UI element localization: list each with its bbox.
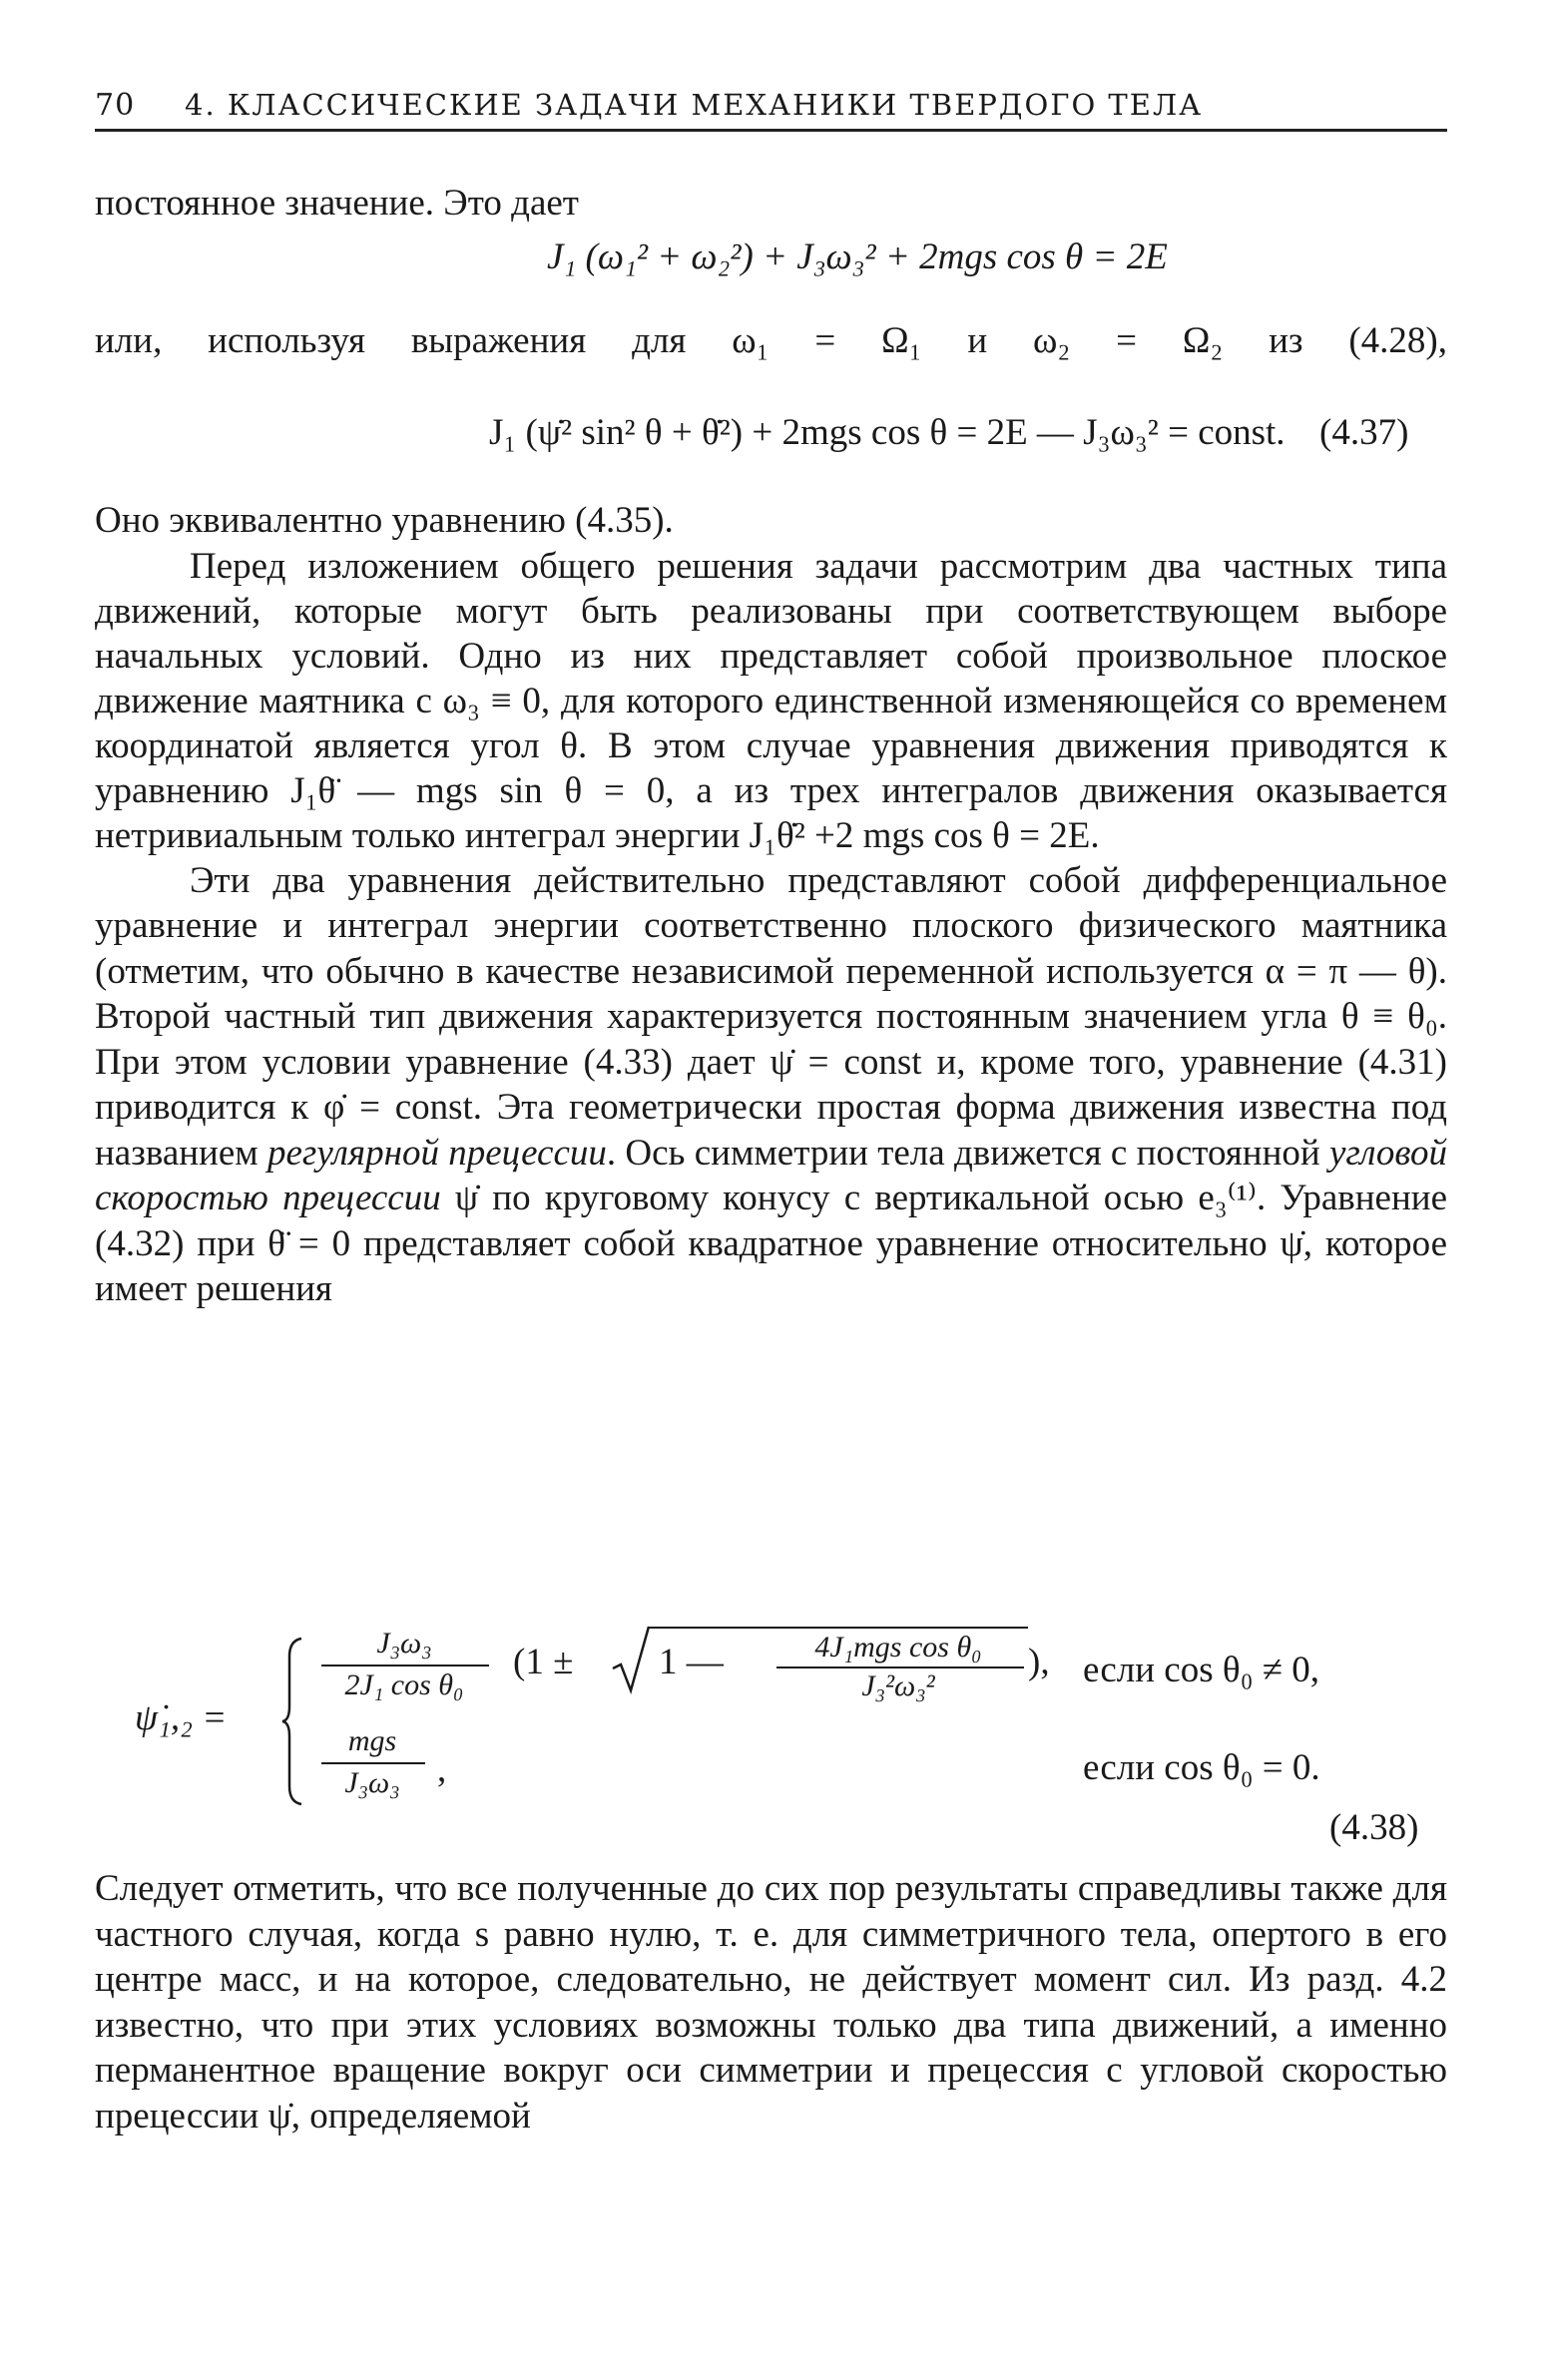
body-text-1 xyxy=(95,499,1447,1312)
term-regular-precession: регулярной прецессии xyxy=(266,1132,607,1174)
case1-close-paren: ), xyxy=(1028,1642,1050,1682)
case1-sqrt-denominator: J₃²ω₃² xyxy=(861,1669,935,1702)
body-text-2 xyxy=(95,1866,1447,2139)
case2-denominator: J₃ω₃ xyxy=(344,1766,400,1799)
case1-open-paren: (1 ± xyxy=(513,1642,574,1682)
sqrt-overline xyxy=(649,1627,1028,1629)
paragraph-special-motions: Перед изложением общего решения задачи рассмотрим два частных типа движений, которые могут быть реализованы при соответствующем выборе начальных условий. Одно из них представляет собой произвольное плоское движение маятника с ω₃ ≡ 0, для которого единственной изменяющейся со временем координатой является угол θ. В этом случае уравнения движения приводятся к уравнению J₁θ̈ — mgs sin θ = 0, а из трех интегралов движения оказывается нетривиальным только интеграл энергии J₁θ̇² +2 mgs cos θ = 2E. xyxy=(95,545,1447,856)
case2-condition: если cos θ₀ = 0. xyxy=(1083,1747,1320,1788)
case1-numerator: J₃ω₃ xyxy=(376,1627,432,1660)
paragraph-torque-free: Следует отметить, что все полученные до сих пор результаты справедливы также для частного случая, когда s равно нулю, т. е. для симметричного тела, опертого в его центре масс, и на которое, следовательно, не действует момент сил. Из разд. 4.2 известно, что при этих условиях возможны только два типа движений, а именно перманентное вращение вокруг оси симметрии и прецессия с угловой скоростью прецессии ψ̇, определяемой xyxy=(95,1868,1447,2137)
case2-fraction-bar xyxy=(321,1762,425,1764)
eq3-lhs: ψ̇₁,₂ = xyxy=(135,1697,228,1738)
case1-sqrt-fraction-bar xyxy=(776,1666,1024,1668)
case1-condition: если cos θ₀ ≠ 0, xyxy=(1083,1650,1320,1690)
case1-denominator: 2J₁ cos θ₀ xyxy=(344,1668,464,1701)
equation-number-4-38: (4.38) xyxy=(1329,1807,1419,1848)
case2-comma: , xyxy=(437,1749,447,1790)
term-precession-rate: угловой скоростью прецессии xyxy=(95,1132,1447,1218)
case2-numerator: mgs xyxy=(347,1724,397,1757)
intro-line: постоянное значение. Это дает xyxy=(95,183,579,224)
equation-energy: J₁ (ω₁² + ω₂²) + J₃ω₃² + 2mgs cos θ = 2E xyxy=(547,237,1168,277)
paragraph-equivalence: Оно эквивалентно уравнению (4.35). xyxy=(95,500,674,541)
equation-4-37: J₁ (ψ̇² sin² θ + θ̇²) + 2mgs cos θ = 2E — J₃ω₃² = const. xyxy=(489,412,1286,453)
equation-number-4-37: (4.37) xyxy=(1319,412,1409,453)
page-number: 70 xyxy=(95,88,136,123)
paragraph-regular-precession: Эти два уравнения действительно представляют собой дифференциальное уравнение и интеграл энергии соответственно плоского физического маятника (отметим, что обычно в качестве независимой переменной используется α = π — θ). Второй частный тип движения характеризуется постоянным значением угла θ ≡ θ₀. При этом условии уравнение (4.33) дает ψ̇ = const и, кроме того, уравнение (4.31) приводится к φ̇ = const. Эта геометрически простая форма движения известна под названием регулярной прецессии. Ось симметрии тела движется с постоянной угловой скоростью прецессии ψ̇ по круговому конусу с вертикальной осью e₃⁽¹⁾. Уравнение (4.32) при θ̈ = 0 представляет собой квадратное уравнение относительно ψ̇, которое имеет решения xyxy=(95,859,1447,1309)
case1-sqrt-lead: 1 — xyxy=(659,1642,724,1682)
chapter-title: 4. КЛАССИЧЕСКИЕ ЗАДАЧИ МЕХАНИКИ ТВЕРДОГО ТЕЛА xyxy=(185,88,1204,122)
case1-fraction-bar xyxy=(321,1665,489,1666)
case1-sqrt-numerator: 4J₁mgs cos θ₀ xyxy=(814,1631,982,1664)
case-brace xyxy=(281,1637,303,1806)
middle-line: или, используя выражения для ω₁ = Ω₁ и ω₂ = Ω₂ из (4.28), xyxy=(95,320,1447,361)
sqrt-sign xyxy=(611,1625,651,1694)
running-header xyxy=(95,88,1447,132)
